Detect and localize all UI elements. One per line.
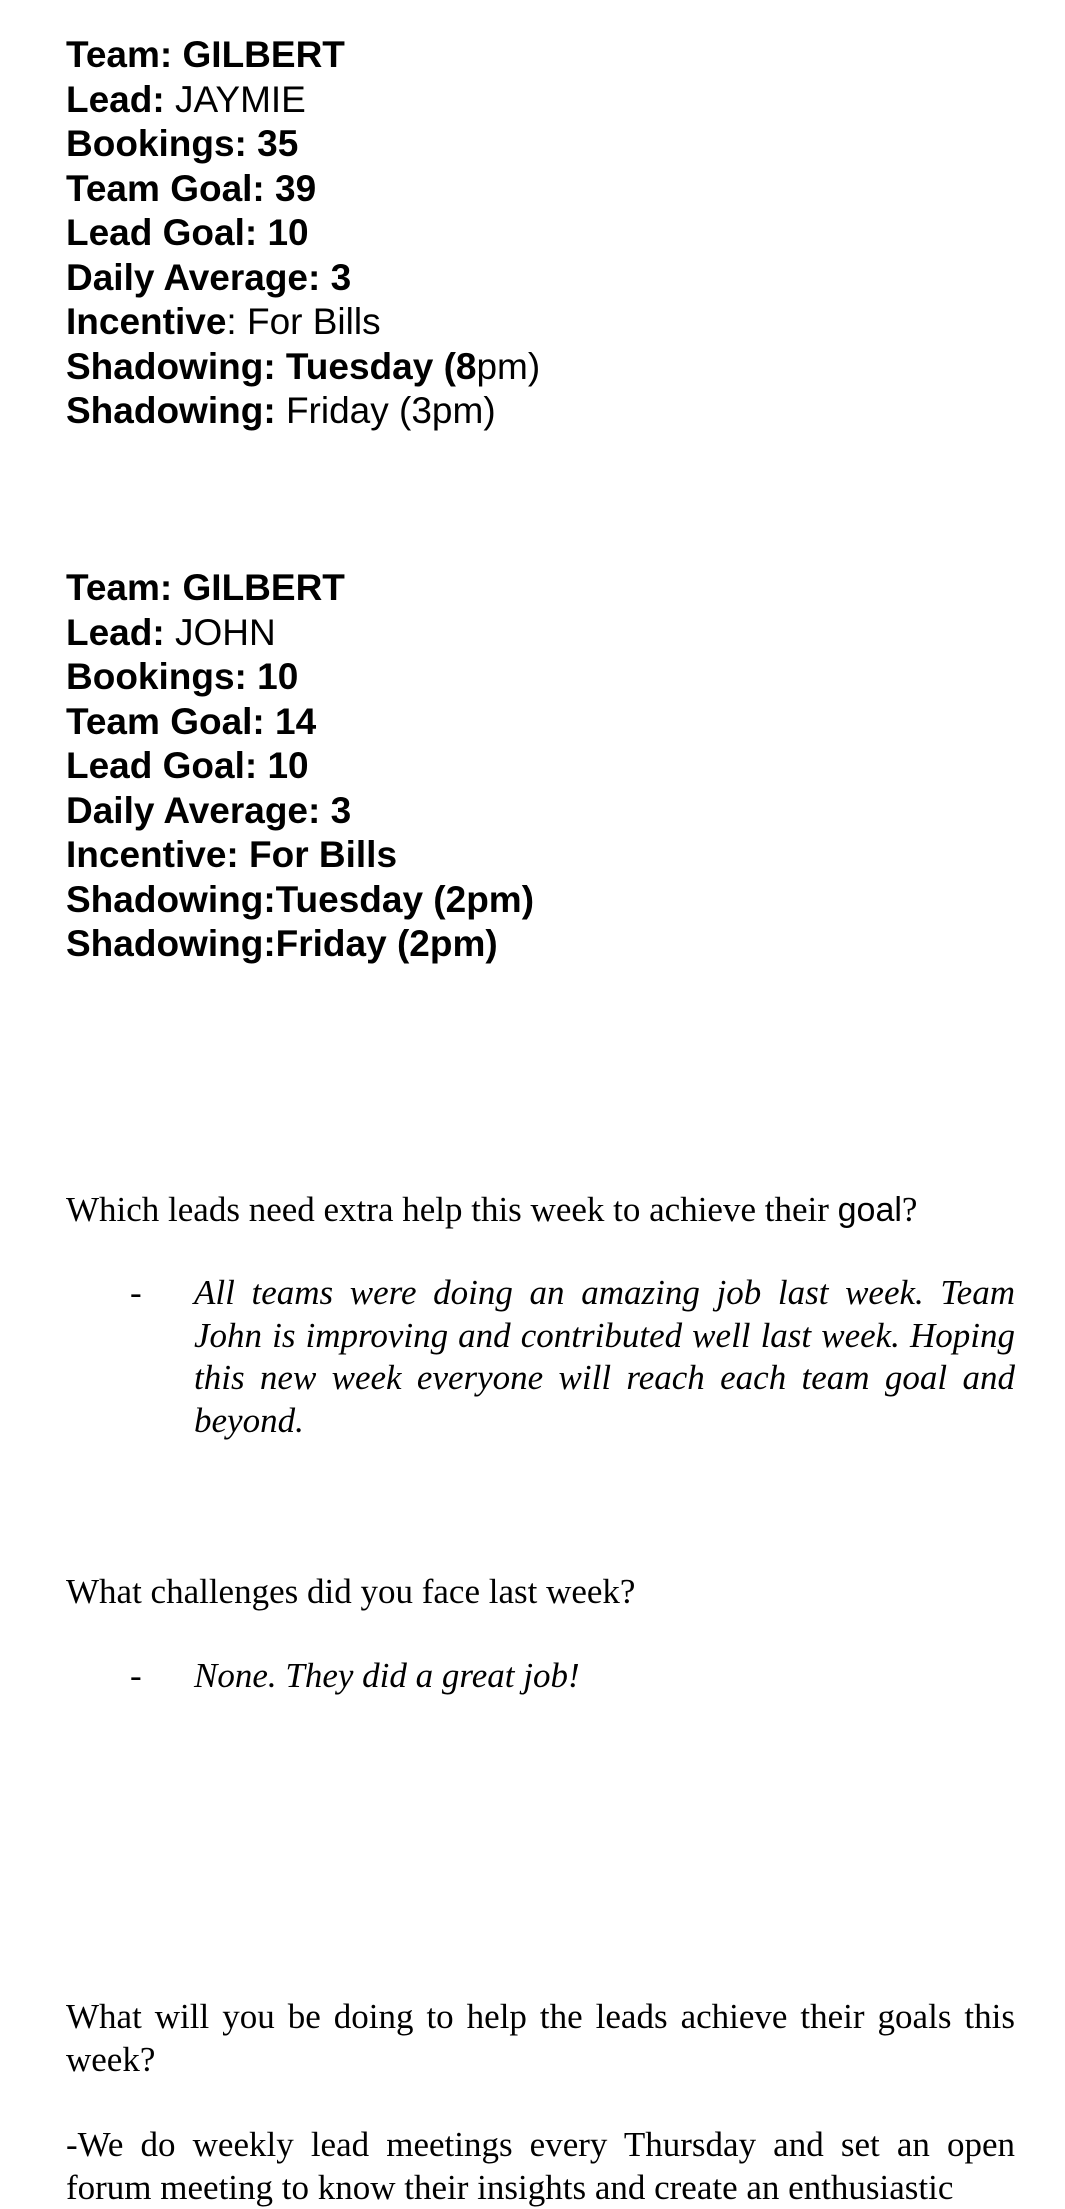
bookings-line xyxy=(66,122,540,167)
bookings-label: Bookings: xyxy=(66,123,247,164)
shadowing-label: Shadowing: xyxy=(66,923,276,964)
team-value: GILBERT xyxy=(182,567,345,608)
incentive-label: Incentive: xyxy=(66,834,239,875)
team-line xyxy=(66,33,540,78)
question-challenges xyxy=(66,1570,1015,1613)
shadowing-bold-part: Shadowing: Tuesday (8 xyxy=(66,345,477,387)
team-value: GILBERT xyxy=(182,34,345,75)
daily-average-label: Daily Average: xyxy=(66,256,321,298)
shadowing-line-1 xyxy=(66,878,534,923)
lead-goal-value: 10 xyxy=(267,745,309,786)
team-goal-line xyxy=(66,167,540,212)
answer-text: -We do weekly lead meetings every Thursday and set an open forum meeting to know their insights and create an enthusiastic xyxy=(66,2125,1015,2207)
question-text: What will you be doing to help the leads achieve their goals this week? xyxy=(66,1997,1015,2079)
lead-goal-value: 10 xyxy=(267,212,309,253)
team-summary-jaymie xyxy=(66,33,540,434)
lead-value: JOHN xyxy=(174,611,276,653)
lead-line xyxy=(66,611,534,656)
incentive-value: For Bills xyxy=(249,834,398,875)
team-label: Team: xyxy=(66,567,173,608)
lead-line xyxy=(66,78,540,123)
team-goal-value: 14 xyxy=(275,700,317,742)
bookings-line xyxy=(66,655,534,700)
shadowing-line-2 xyxy=(66,389,540,434)
question-highlight-word: goal xyxy=(837,1191,902,1229)
team-goal-label: Team Goal: xyxy=(66,700,265,742)
list-dash: - xyxy=(130,1656,142,1695)
shadowing-rest-part: pm) xyxy=(476,345,541,387)
daily-average-line xyxy=(66,789,534,834)
answer-leads-need-help xyxy=(130,1272,1015,1442)
incentive-line xyxy=(66,833,534,878)
lead-goal-label: Lead Goal: xyxy=(66,745,258,786)
bookings-value: 10 xyxy=(257,656,299,697)
lead-label: Lead: xyxy=(66,611,165,653)
bookings-label: Bookings: xyxy=(66,656,247,697)
lead-goal-line xyxy=(66,744,534,789)
shadowing-value: Friday (3pm) xyxy=(285,390,496,431)
lead-value: JAYMIE xyxy=(174,78,306,120)
team-line xyxy=(66,566,534,611)
daily-average-line xyxy=(66,256,540,301)
lead-goal-line xyxy=(66,211,540,256)
daily-average-value: 3 xyxy=(330,256,352,298)
team-label: Team: xyxy=(66,34,173,75)
shadowing-line-2 xyxy=(66,922,534,967)
answer-text: All teams were doing an amazing job last week. Team John is improving and contributed well last week. Hoping this new week everyone will reach each team goal and beyond. xyxy=(194,1273,1015,1440)
incentive-label: Incentive xyxy=(66,301,227,342)
incentive-value: : For Bills xyxy=(226,301,381,342)
question-text: Which leads need extra help this week to achieve their xyxy=(66,1190,838,1229)
incentive-line xyxy=(66,300,540,345)
shadowing-line-1 xyxy=(66,345,540,390)
shadowing-value: Tuesday (2pm) xyxy=(275,878,535,920)
lead-goal-label: Lead Goal: xyxy=(66,212,258,253)
bookings-value: 35 xyxy=(257,123,299,164)
answer-help-leads xyxy=(66,2123,1015,2209)
shadowing-label: Shadowing: xyxy=(66,878,276,920)
question-help-leads xyxy=(66,1995,1015,2081)
team-goal-value: 39 xyxy=(275,167,317,209)
question-leads-need-help xyxy=(66,1188,1015,1232)
team-summary-john xyxy=(66,566,534,967)
answer-challenges xyxy=(130,1655,1015,1698)
team-goal-label: Team Goal: xyxy=(66,167,265,209)
team-goal-line xyxy=(66,700,534,745)
list-dash: - xyxy=(130,1273,142,1312)
daily-average-value: 3 xyxy=(330,789,352,831)
answer-text: None. They did a great job! xyxy=(194,1656,580,1695)
daily-average-label: Daily Average: xyxy=(66,789,321,831)
shadowing-value: Friday (2pm) xyxy=(275,923,498,964)
lead-label: Lead: xyxy=(66,78,165,120)
shadowing-label: Shadowing: xyxy=(66,390,276,431)
question-punctuation: ? xyxy=(901,1190,918,1229)
question-text: What challenges did you face last week? xyxy=(66,1572,636,1611)
